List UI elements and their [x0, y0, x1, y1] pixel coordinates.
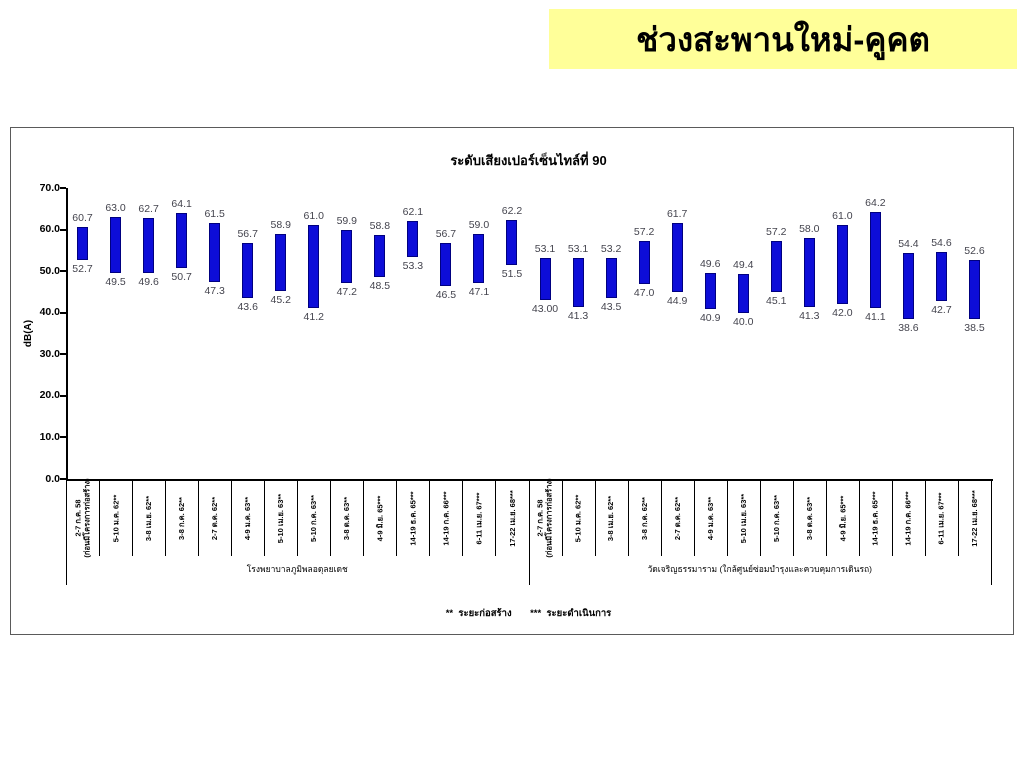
bar-low-label: 53.3 [402, 260, 424, 273]
bar-high-label: 62.7 [138, 203, 159, 216]
x-tick-label [694, 481, 727, 555]
range-bar [506, 220, 517, 264]
column-separator [958, 479, 959, 556]
x-tick-line: 4-9 มิ.ย. 65*** [837, 495, 847, 541]
x-tick-label-text [805, 496, 814, 539]
x-tick-line: 3-8 เม.ย. 62** [606, 495, 616, 541]
range-bar [143, 218, 154, 272]
x-tick-line: 5-10 ก.ค. 63** [771, 494, 781, 542]
x-tick-label [264, 481, 297, 555]
x-tick-label-text [536, 478, 554, 557]
column-separator [363, 479, 364, 556]
bar-low-label: 47.2 [336, 285, 358, 298]
column-separator [330, 479, 331, 556]
x-tick-label [661, 481, 694, 555]
x-tick-label-text [607, 495, 616, 540]
x-tick-label [892, 481, 925, 555]
y-tick-label: 20.0 [39, 389, 60, 402]
x-tick-line: 2-7 ก.ค. 58 [536, 499, 546, 537]
column-separator [628, 479, 629, 556]
bar-low-label: 43.5 [600, 301, 622, 314]
bar-low-label: 40.0 [733, 315, 754, 328]
y-tick-label: 10.0 [39, 430, 60, 443]
plot-area [66, 188, 993, 481]
range-bar [407, 221, 418, 258]
x-tick-label [99, 481, 132, 555]
x-tick-line: 4-9 ม.ค. 63** [243, 496, 253, 540]
bar-low-label: 44.9 [666, 295, 688, 308]
x-tick-line: 6-11 เม.ย. 67*** [936, 492, 946, 544]
x-tick-line: 5-10 เม.ย. 63** [276, 493, 286, 543]
column-separator [495, 479, 496, 556]
x-tick-line: 5-10 ม.ค. 62** [111, 494, 121, 542]
column-separator [99, 479, 100, 556]
bar-high-label: 63.0 [105, 202, 126, 215]
group-separator [991, 479, 992, 585]
y-tick-mark [60, 229, 66, 231]
title-banner [549, 9, 1017, 69]
x-tick-label [958, 481, 991, 555]
column-separator [396, 479, 397, 556]
bar-high-label: 62.2 [501, 205, 523, 218]
x-tick-label [363, 481, 396, 555]
range-bar [573, 258, 584, 307]
x-tick-line: 3-8 ก.ค. 62** [177, 496, 187, 540]
footnote: ** ระยะก่อสร้าง *** ระยะดำเนินการ [445, 608, 612, 619]
column-separator [694, 479, 695, 556]
range-bar [639, 241, 650, 283]
x-tick-label [429, 481, 462, 555]
range-bar [705, 273, 716, 309]
x-tick-label-text [210, 496, 219, 539]
bar-low-label: 47.3 [204, 285, 225, 298]
column-separator [462, 479, 463, 556]
y-tick-label: 50.0 [39, 264, 60, 277]
x-tick-line: 3-8 ต.ค. 63** [342, 496, 352, 540]
bar-high-label: 53.1 [534, 243, 556, 256]
y-tick-mark [60, 312, 66, 314]
column-separator [264, 479, 265, 556]
bar-high-label: 54.4 [898, 237, 919, 250]
column-separator [562, 479, 563, 556]
group-label: วัดเจริญธรรมาราม (ใกล้ศูนย์ซ่อมบำรุงและควบคุมการเดินรถ) [647, 564, 873, 574]
bar-high-label: 57.2 [766, 226, 787, 239]
bar-low-label: 40.9 [699, 311, 721, 324]
bar-high-label: 49.4 [733, 258, 754, 271]
y-tick-label: 30.0 [39, 347, 60, 360]
x-tick-line: 14-19 ธ.ค. 65*** [408, 490, 418, 546]
y-tick-label: 70.0 [39, 181, 60, 194]
bar-low-label: 50.7 [171, 271, 192, 284]
range-bar [242, 243, 253, 297]
bar-high-label: 57.2 [633, 226, 655, 239]
x-tick-label-text [904, 491, 913, 545]
x-tick-label-text [507, 490, 516, 547]
bar-low-label: 43.00 [531, 303, 559, 316]
range-bar [969, 260, 980, 319]
bar-high-label: 62.1 [402, 205, 424, 218]
bar-high-label: 58.0 [799, 222, 820, 235]
x-tick-subline: (ก่อนมีโครงการก่อสร้าง) [82, 478, 92, 558]
bar-low-label: 38.6 [898, 321, 919, 334]
x-tick-label [859, 481, 892, 555]
x-tick-label [297, 481, 330, 555]
bar-high-label: 61.0 [303, 210, 324, 223]
range-bar [77, 227, 88, 260]
x-tick-label [396, 481, 429, 555]
x-tick-label-text [408, 491, 417, 545]
range-bar [870, 212, 881, 308]
bar-low-label: 49.6 [138, 275, 159, 288]
x-tick-label [529, 478, 562, 558]
range-bar [275, 234, 286, 291]
x-tick-label [198, 481, 231, 555]
x-tick-label-text [474, 492, 483, 544]
y-tick-mark [60, 187, 66, 189]
column-separator [727, 479, 728, 556]
x-tick-line: 4-9 มิ.ย. 65*** [375, 495, 385, 541]
x-tick-line: 6-11 เม.ย. 67*** [474, 492, 484, 544]
range-bar [473, 234, 484, 283]
bar-high-label: 53.1 [567, 243, 589, 256]
x-tick-label-text [673, 496, 682, 539]
y-axis-title-text: dB(A) [23, 319, 35, 348]
bar-low-label: 47.1 [468, 286, 490, 299]
column-separator [429, 479, 430, 556]
x-tick-label-text [574, 494, 583, 542]
y-tick-label: 40.0 [39, 306, 60, 319]
bar-low-label: 51.5 [501, 267, 523, 280]
y-tick-mark [60, 353, 66, 355]
x-tick-label-text [772, 494, 781, 541]
bar-high-label: 56.7 [237, 228, 258, 241]
column-separator [132, 479, 133, 556]
x-tick-label [826, 481, 859, 555]
column-separator [859, 479, 860, 556]
x-tick-label-text [111, 494, 120, 542]
x-tick-label [727, 481, 760, 555]
x-tick-label [760, 481, 793, 555]
x-tick-label-text [871, 491, 880, 545]
x-tick-line: 14-19 ก.ค. 66*** [441, 490, 451, 546]
x-tick-label-text [309, 494, 318, 541]
bar-high-label: 64.2 [865, 197, 886, 210]
bar-high-label: 61.5 [204, 208, 225, 221]
x-tick-label [595, 481, 628, 555]
bar-low-label: 42.7 [931, 304, 952, 317]
bar-low-label: 46.5 [435, 288, 457, 301]
bar-low-label: 41.3 [567, 310, 589, 323]
column-separator [760, 479, 761, 556]
x-tick-label-text [970, 490, 979, 547]
range-bar [308, 225, 319, 307]
y-tick-mark [60, 395, 66, 397]
x-tick-line: 4-9 ม.ค. 63** [705, 496, 715, 540]
x-tick-label [495, 481, 528, 555]
column-separator [661, 479, 662, 556]
bar-high-label: 58.9 [270, 219, 291, 232]
column-separator [826, 479, 827, 556]
range-bar [374, 235, 385, 278]
x-tick-line: 14-19 ก.ค. 66*** [903, 490, 913, 546]
x-tick-label-text [74, 478, 92, 557]
range-bar [540, 258, 551, 300]
x-tick-label-text [375, 495, 384, 541]
x-tick-label-text [640, 497, 649, 540]
column-separator [925, 479, 926, 556]
x-tick-label [628, 481, 661, 555]
range-bar [804, 238, 815, 307]
x-tick-subline: (ก่อนมีโครงการก่อสร้าง) [545, 478, 555, 558]
column-separator [793, 479, 794, 556]
x-tick-label-text [441, 491, 450, 545]
column-separator [892, 479, 893, 556]
x-tick-label [462, 481, 495, 555]
x-tick-line: 3-8 ก.ค. 62** [639, 496, 649, 540]
bar-high-label: 54.6 [931, 237, 952, 250]
x-tick-label [165, 481, 198, 555]
y-tick-mark [60, 436, 66, 438]
x-tick-label-text [177, 497, 186, 540]
bar-low-label: 42.0 [832, 307, 853, 320]
bar-high-label: 52.6 [964, 245, 985, 258]
slide-title: ช่วงสะพานใหม่-คูคต [636, 20, 930, 58]
bar-high-label: 60.7 [72, 211, 93, 224]
x-tick-label-text [838, 495, 847, 541]
x-tick-label-text [276, 493, 285, 542]
range-bar [440, 243, 451, 285]
x-tick-line: 3-8 ต.ค. 63** [804, 496, 814, 540]
x-tick-line: 2-7 ต.ค. 62** [210, 496, 220, 540]
bar-high-label: 61.7 [666, 207, 688, 220]
column-separator [595, 479, 596, 556]
bar-low-label: 49.5 [105, 276, 126, 289]
y-tick-label: 60.0 [39, 223, 60, 236]
range-bar [110, 217, 121, 273]
x-tick-label-text [739, 493, 748, 542]
bar-low-label: 41.1 [865, 311, 886, 324]
bar-high-label: 64.1 [171, 197, 192, 210]
range-bar [606, 258, 617, 298]
bar-high-label: 49.6 [699, 257, 721, 270]
x-tick-line: 17-22 เม.ย. 68*** [507, 489, 517, 547]
x-tick-label [330, 481, 363, 555]
chart-title: ระดับเสียงเปอร์เซ็นไทล์ที่ 90 [450, 153, 607, 168]
range-bar [738, 274, 749, 313]
x-tick-label-text [706, 496, 715, 539]
column-separator [297, 479, 298, 556]
bar-low-label: 41.3 [799, 310, 820, 323]
x-tick-line: 17-22 เม.ย. 68*** [969, 489, 979, 547]
x-tick-label-text [342, 496, 351, 539]
bar-low-label: 38.5 [964, 321, 985, 334]
x-tick-label-text [144, 495, 153, 540]
column-separator [165, 479, 166, 556]
x-tick-label-text [937, 492, 946, 544]
x-tick-line: 5-10 เม.ย. 63** [738, 493, 748, 543]
bar-low-label: 52.7 [72, 262, 93, 275]
x-tick-label [562, 481, 595, 555]
range-bar [176, 213, 187, 269]
range-bar [936, 252, 947, 301]
chart-frame [10, 127, 1014, 635]
bar-high-label: 59.9 [336, 214, 358, 227]
x-tick-label-text [243, 496, 252, 539]
x-tick-line: 5-10 ม.ค. 62** [573, 494, 583, 542]
bar-low-label: 43.6 [237, 300, 258, 313]
bar-low-label: 47.0 [633, 286, 655, 299]
range-bar [837, 225, 848, 304]
x-tick-line: 3-8 เม.ย. 62** [144, 495, 154, 541]
x-tick-label [793, 481, 826, 555]
x-tick-label [231, 481, 264, 555]
range-bar [672, 223, 683, 293]
x-tick-line: 14-19 ธ.ค. 65*** [870, 490, 880, 546]
bar-high-label: 58.8 [369, 219, 391, 232]
column-separator [198, 479, 199, 556]
range-bar [209, 223, 220, 282]
bar-high-label: 59.0 [468, 218, 490, 231]
group-label: โรงพยาบาลภูมิพลอดุลยเดช [246, 564, 348, 574]
range-bar [903, 253, 914, 319]
bar-low-label: 48.5 [369, 280, 391, 293]
x-tick-line: 2-7 ก.ค. 58 [73, 499, 83, 537]
bar-low-label: 41.2 [303, 310, 324, 323]
bar-high-label: 56.7 [435, 228, 457, 241]
x-tick-label [66, 478, 99, 558]
column-separator [231, 479, 232, 556]
bar-high-label: 53.2 [600, 242, 622, 255]
x-tick-line: 5-10 ก.ค. 63** [309, 494, 319, 542]
x-tick-label [132, 481, 165, 555]
bar-low-label: 45.2 [270, 294, 291, 307]
y-tick-label: 0.0 [45, 472, 60, 485]
bar-high-label: 61.0 [832, 210, 853, 223]
x-tick-line: 2-7 ต.ค. 62** [672, 496, 682, 540]
x-tick-label [925, 481, 958, 555]
bar-low-label: 45.1 [766, 294, 787, 307]
range-bar [771, 241, 782, 291]
range-bar [341, 230, 352, 283]
